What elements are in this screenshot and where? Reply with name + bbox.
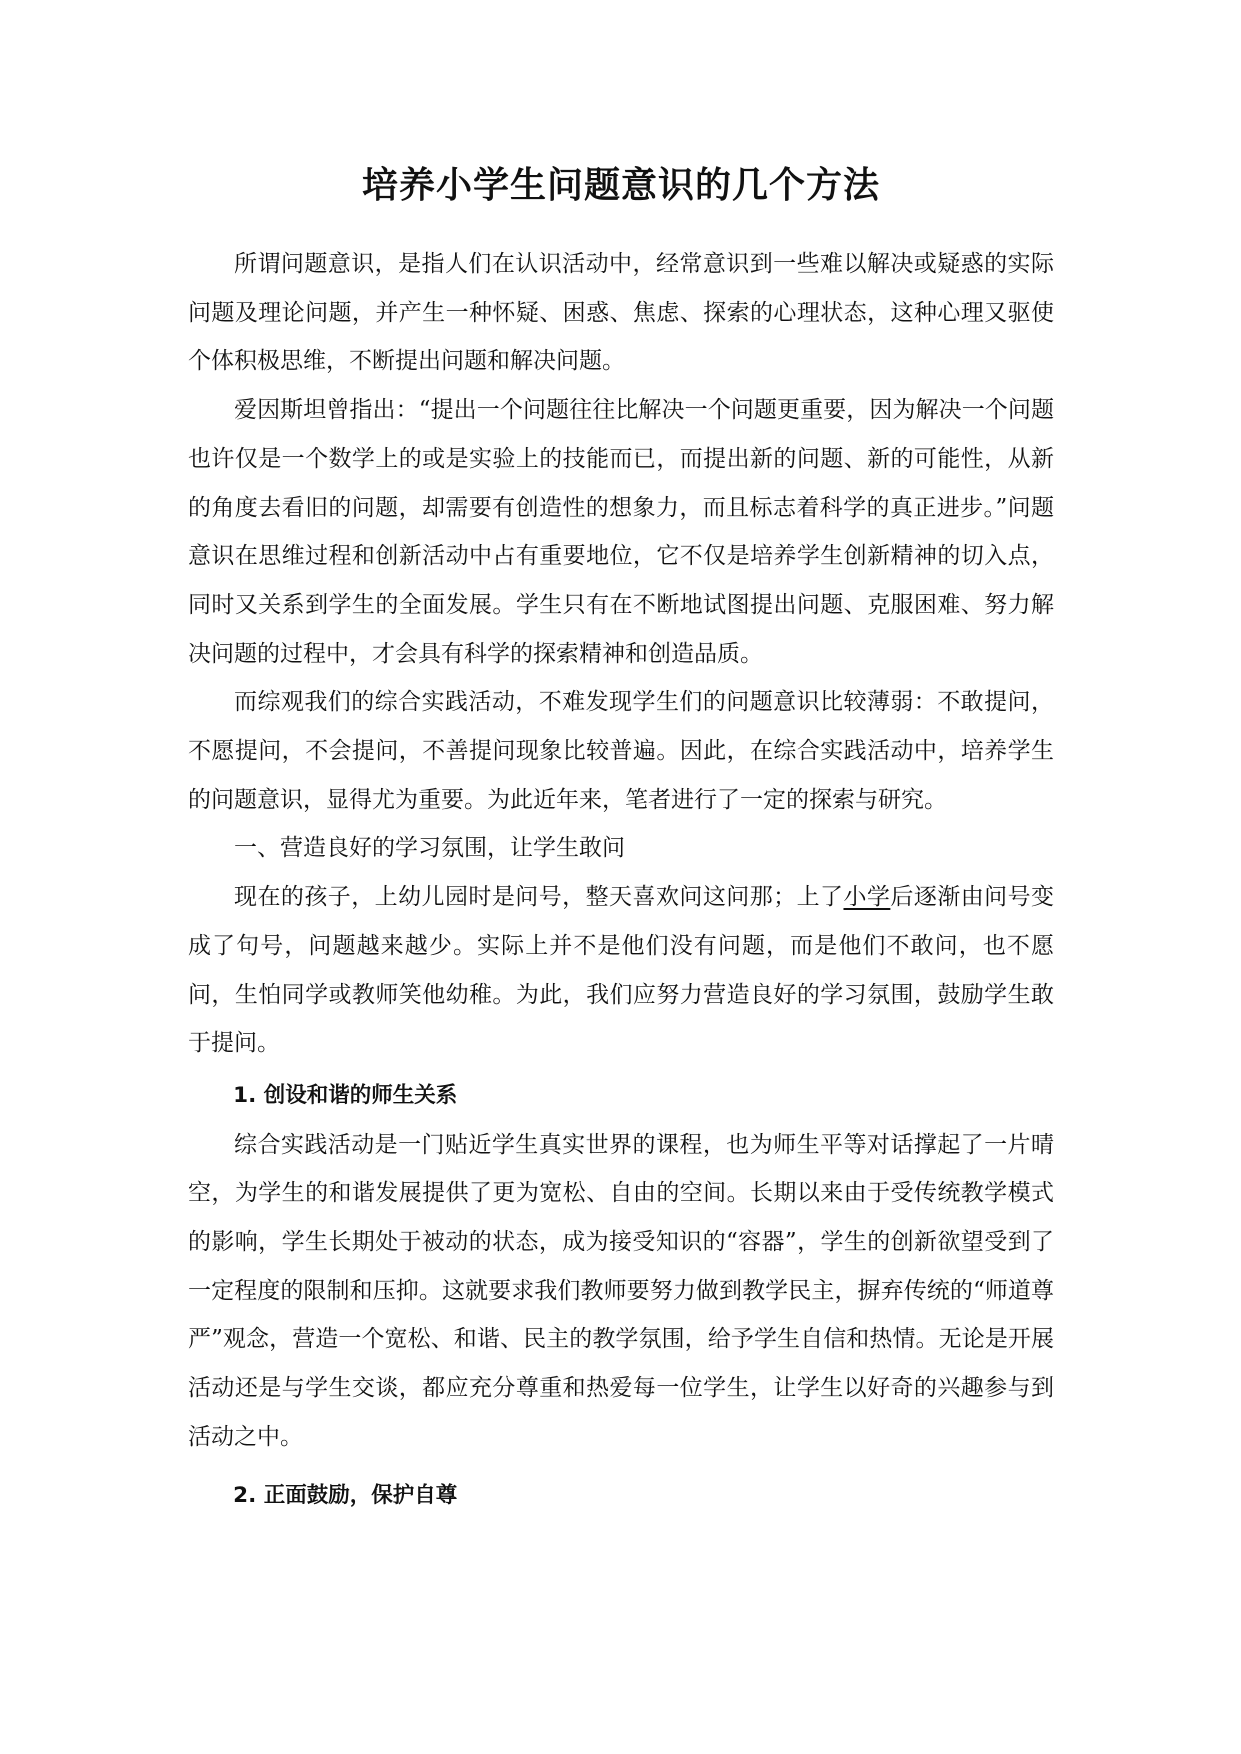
subsection-heading-2: 2. 正面鼓励，保护自尊	[233, 1482, 458, 1508]
paragraph-children-questions	[188, 873, 1054, 1068]
paragraph-einstein-quote: 爱因斯坦曾指出：“提出一个问题往往比解决一个问题更重要，因为解决一个问题也许仅是一个数学上的或是实验上的技能而已，而提出新的问题、新的可能性，从新的角度去看旧的问题，却需要有创造性的想象力，而且标志着科学的真正进步。”问题意识在思维过程和创新活动中占有重要地位，它不仅是培养学生创新精神的切入点，同时又关系到学生的全面发展。学生只有在不断地试图提出问题、克服困难、努力解决问题的过程中，才会具有科学的探索精神和创造品质。	[188, 397, 1054, 667]
paragraph-teacher-student-relationship: 综合实践活动是一门贴近学生真实世界的课程，也为师生平等对话撑起了一片晴空，为学生的和谐发展提供了更为宽松、自由的空间。长期以来由于受传统教学模式的影响，学生长期处于被动的状态，成为接受知识的“容器”，学生的创新欲望受到了一定程度的限制和压抑。这就要求我们教师要努力做到教学民主，摒弃传统的“师道尊严”观念，营造一个宽松、和谐、民主的教学氛围，给予学生自信和热情。无论是开展活动还是与学生交谈，都应充分尊重和热爱每一位学生，让学生以好奇的兴趣参与到活动之中。	[188, 1131, 1054, 1450]
paragraph-current-situation: 而综观我们的综合实践活动，不难发现学生们的问题意识比较薄弱：不敢提问，不愿提问，不会提问，不善提问现象比较普遍。因此，在综合实践活动中，培养学生的问题意识，显得尤为重要。为此近年来，笔者进行了一定的探索与研究。	[188, 689, 1054, 813]
paragraph-text-after-link: 后逐渐由问号变成了句号，问题越来越少。实际上并不是他们没有问题，而是他们不敢问，也不愿问，生怕同学或教师笑他幼稚。为此，我们应努力营造良好的学习氛围，鼓励学生敢于提问。	[188, 884, 1055, 1057]
link-primary-school[interactable]: 小学	[843, 884, 891, 911]
subsection-heading-1: 1. 创设和谐的师生关系	[233, 1082, 458, 1108]
document-title: 培养小学生问题意识的几个方法	[361, 165, 880, 206]
section-heading-1: 一、营造良好的学习氛围，让学生敢问	[234, 835, 625, 862]
paragraph-intro: 所谓问题意识，是指人们在认识活动中，经常意识到一些难以解决或疑惑的实际问题及理论问题，并产生一种怀疑、困惑、焦虑、探索的心理状态，这种心理又驱使个体积极思维，不断提出问题和解决问题。	[188, 251, 1054, 375]
paragraph-text-before-link: 现在的孩子，上幼儿园时是问号，整天喜欢问这问那；上了	[234, 884, 844, 911]
document-body	[188, 240, 1054, 1520]
document-page	[188, 0, 1054, 1520]
